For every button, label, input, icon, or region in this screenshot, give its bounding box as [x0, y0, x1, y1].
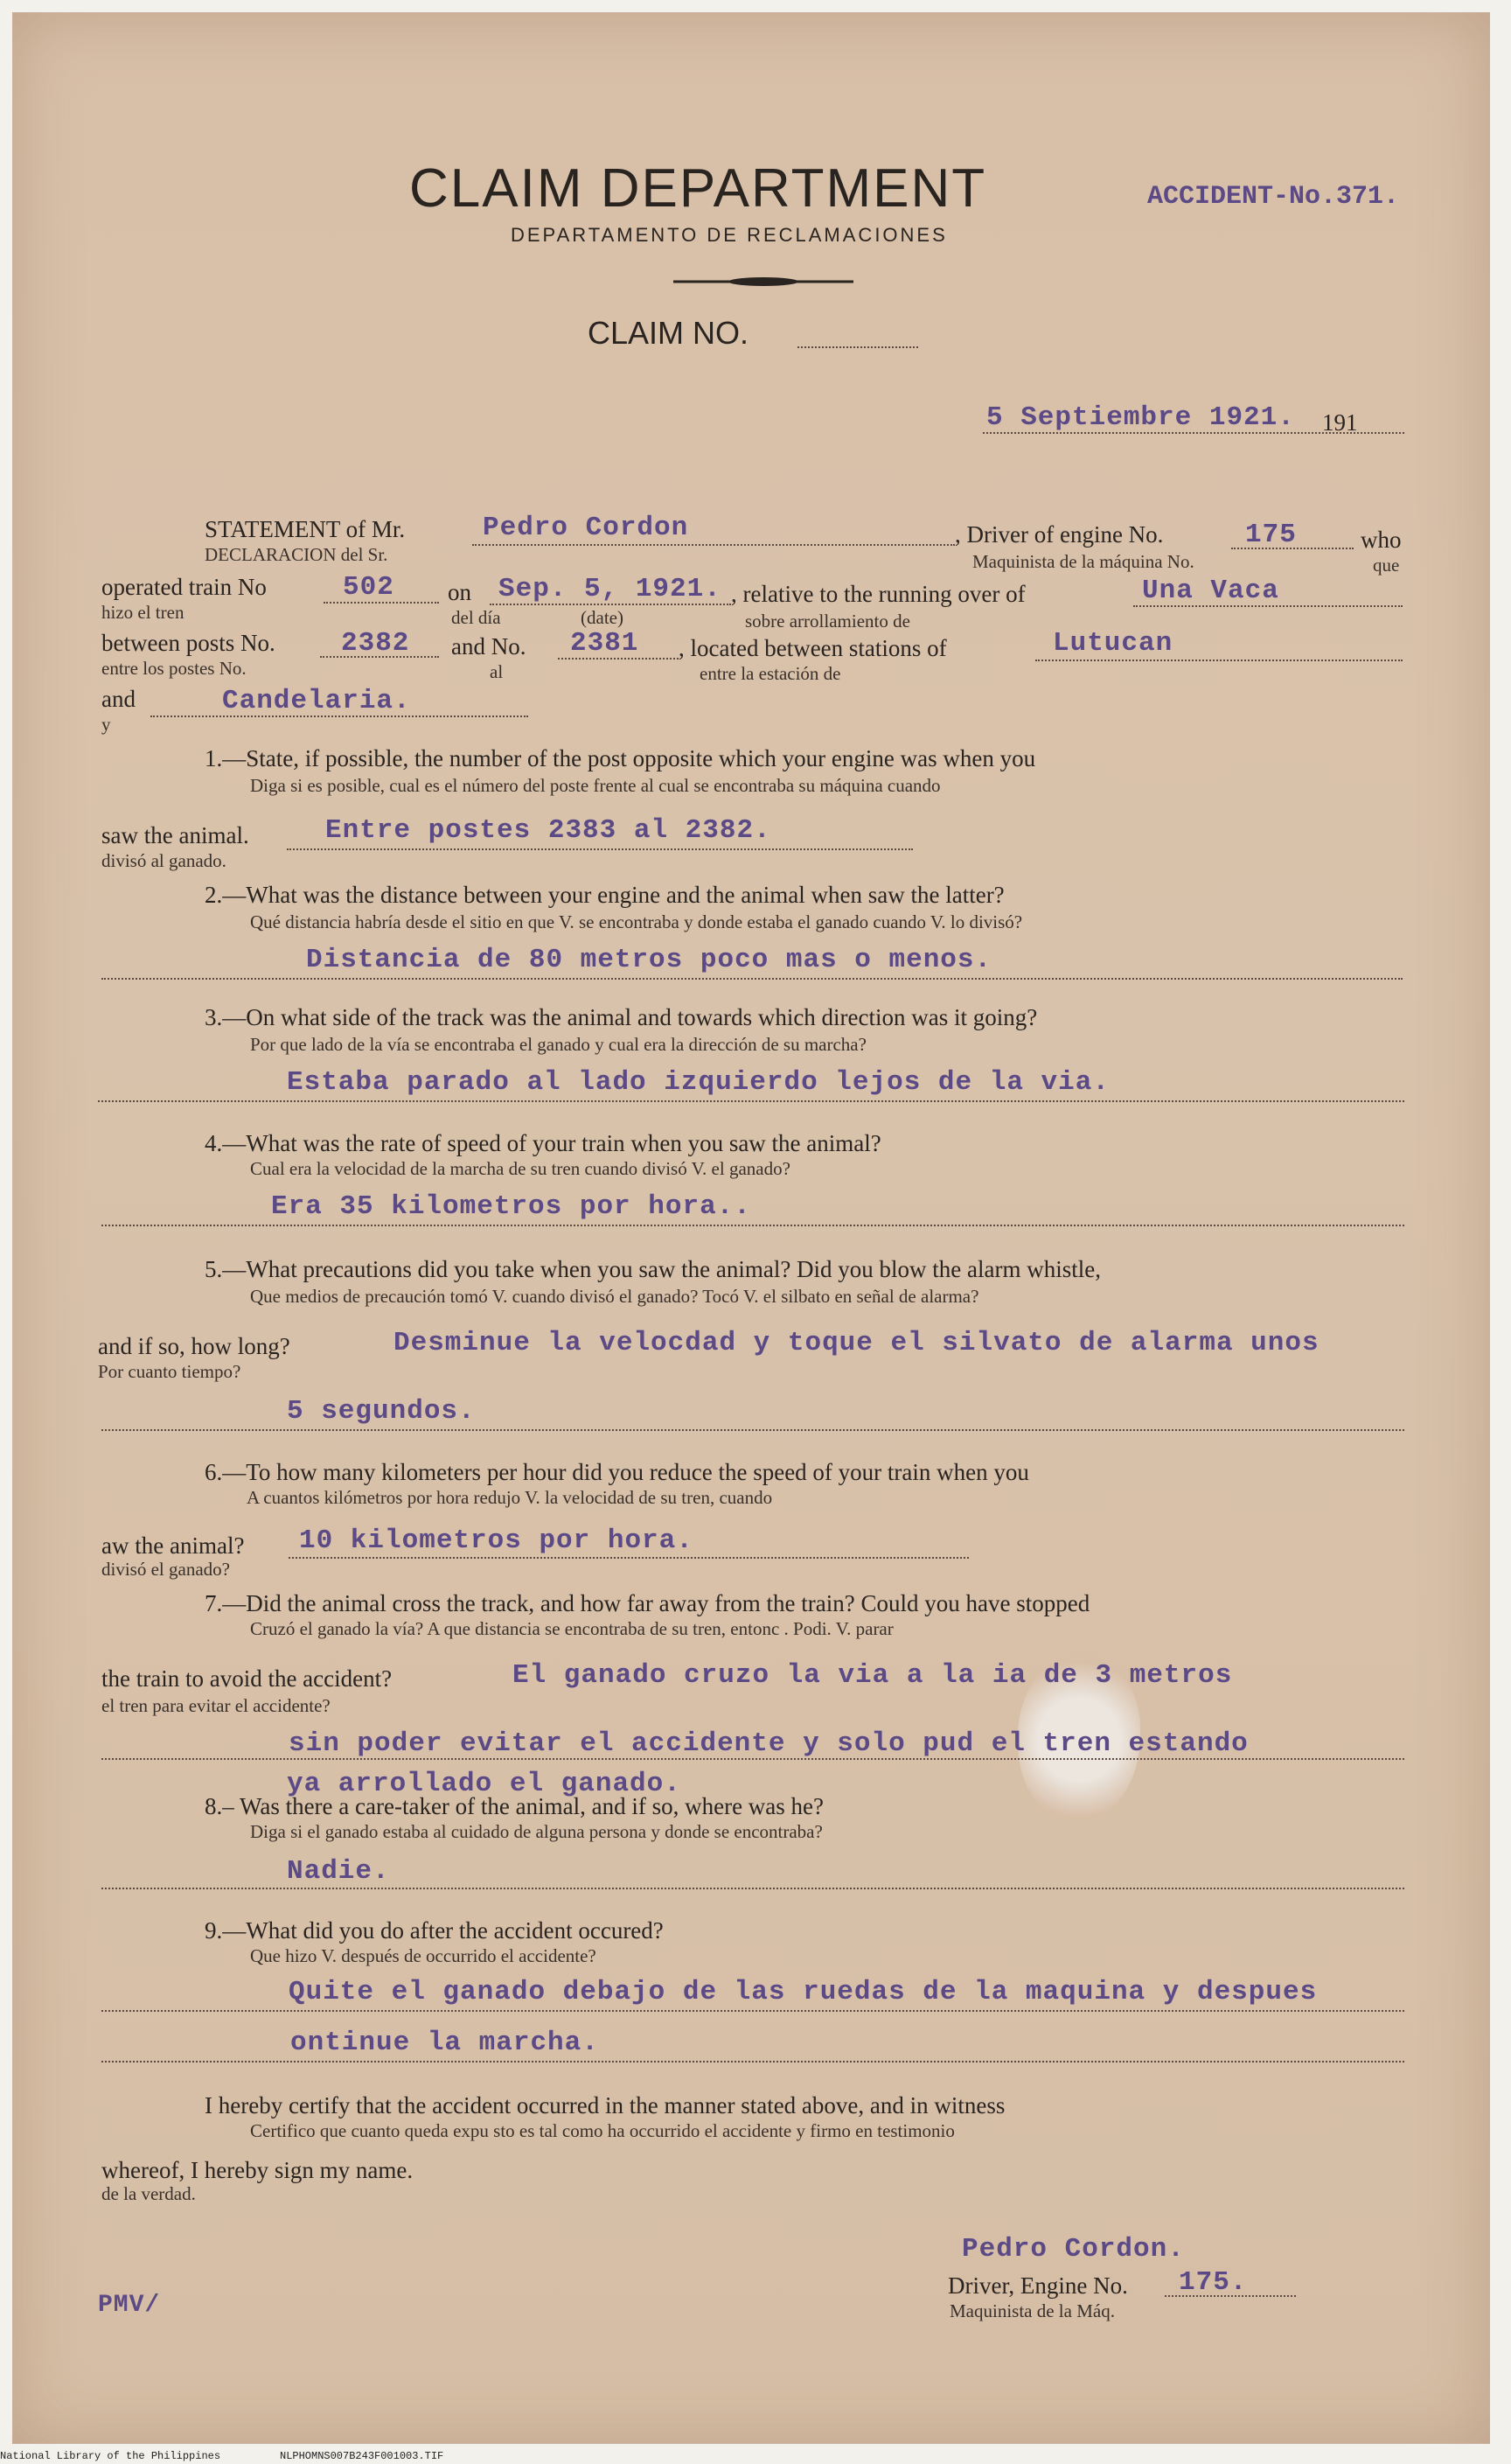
- signature-label: Driver, Engine No.: [948, 2272, 1128, 2299]
- station-b-line: [150, 715, 528, 717]
- question-1: 1.—State, if possible, the number of the post opposite which your engine was when you: [205, 745, 1036, 771]
- question-8: 8.– Was there a care-taker of the animal, and if so, where was he?: [205, 1793, 825, 1819]
- date-value: 5 Septiembre 1921.: [986, 402, 1295, 433]
- engine-line: [1231, 548, 1354, 549]
- operated-date-line: [490, 604, 731, 605]
- signature-engine-line: [1165, 2295, 1296, 2297]
- answer-2-line: [101, 978, 1403, 980]
- question-6-es: A cuantos kilómetros por hora redujo V. la velocidad de su tren, cuando: [247, 1487, 773, 1508]
- answer-5-line: [101, 1429, 1404, 1431]
- answer-9-line-b: [101, 2061, 1404, 2063]
- and-no-label: and No.: [451, 633, 526, 660]
- date-printed-year: 191: [1322, 409, 1358, 436]
- located-label: , located between stations of: [679, 635, 947, 661]
- train-number: 502: [343, 572, 394, 603]
- page-title: CLAIM DEPARTMENT: [409, 158, 987, 219]
- answer-9-line: [101, 2010, 1404, 2012]
- answer-4-line: [101, 1225, 1404, 1226]
- question-6-cont: aw the animal?: [101, 1532, 245, 1559]
- answer-8-line: [101, 1888, 1404, 1889]
- who-label-es: que: [1373, 555, 1400, 576]
- page-subtitle: DEPARTAMENTO DE RECLAMACIONES: [511, 224, 948, 246]
- answer-6-line: [289, 1557, 969, 1559]
- date-line: [983, 432, 1404, 434]
- between-label: between posts No.: [101, 630, 275, 656]
- answer-8: Nadie.: [287, 1856, 390, 1887]
- animal-name: Una Vaca: [1142, 576, 1279, 606]
- answer-5-line-2: 5 segundos.: [287, 1396, 476, 1427]
- answer-6: 10 kilometros por hora.: [299, 1525, 693, 1556]
- question-5-cont-es: Por cuanto tiempo?: [98, 1361, 241, 1382]
- certify-cont: whereof, I hereby sign my name.: [101, 2157, 414, 2183]
- answer-7-line-2: sin poder evitar el accidente y solo pud el tren estando: [289, 1728, 1249, 1759]
- statement-label-es: DECLARACION del Sr.: [205, 544, 388, 565]
- train-line: [324, 602, 439, 604]
- question-2: 2.—What was the distance between your engine and the animal when saw the latter?: [205, 882, 1005, 908]
- signature-name: Pedro Cordon.: [962, 2234, 1185, 2265]
- question-2-es: Qué distancia habría desde el sitio en que V. se encontraba y donde estaba el ganado cuando V. lo divisó?: [250, 911, 1023, 932]
- driver-engine-label: , Driver of engine No.: [955, 521, 1164, 548]
- question-9-es: Que hizo V. después de occurrido el accidente?: [250, 1945, 596, 1966]
- who-label: who: [1361, 527, 1402, 553]
- question-7-cont-es: el tren para evitar el accidente?: [101, 1695, 331, 1716]
- answer-1: Entre postes 2383 al 2382.: [325, 815, 771, 846]
- al-label: al: [490, 661, 504, 682]
- y-label: y: [101, 714, 111, 735]
- answer-9-line-2: ontinue la marcha.: [290, 2028, 599, 2058]
- question-4: 4.—What was the rate of speed of your train when you saw the animal?: [205, 1130, 881, 1156]
- question-1-es: Diga si es posible, cual es el número del poste frente al cual se encontraba su máquina cuando: [250, 775, 941, 796]
- initials: PMV/: [98, 2292, 161, 2319]
- post-b-line: [558, 658, 679, 660]
- question-1-cont-es: divisó al ganado.: [101, 850, 226, 871]
- between-label-es: entre los postes No.: [101, 658, 247, 679]
- ornament-divider: [673, 275, 853, 282]
- claim-number-field: [797, 346, 918, 348]
- answer-7-line-1: El ganado cruzo la via a la ia de 3 metros: [512, 1660, 1233, 1691]
- question-4-es: Cual era la velocidad de la marcha de su tren cuando divisó V. el ganado?: [250, 1158, 790, 1179]
- question-7-es: Cruzó el ganado la vía? A que distancia se encontraba de su tren, entonc . Podi. V. parar: [250, 1618, 894, 1639]
- answer-7-line: [101, 1758, 1404, 1760]
- question-8-es: Diga si el ganado estaba al cuidado de alguna persona y donde se encontraba?: [250, 1821, 823, 1842]
- operated-date: Sep. 5, 1921.: [498, 574, 721, 604]
- post-a: 2382: [341, 628, 410, 659]
- post-b: 2381: [570, 628, 639, 659]
- answer-4: Era 35 kilometros por hora..: [271, 1191, 751, 1222]
- claim-number-label: CLAIM NO.: [588, 315, 749, 351]
- signature-label-es: Maquinista de la Máq.: [950, 2300, 1115, 2321]
- driver-engine-label-es: Maquinista de la máquina No.: [972, 551, 1194, 572]
- question-6: 6.—To how many kilometers per hour did you reduce the speed of your train when you: [205, 1459, 1029, 1485]
- answer-5-line-1: Desminue la velocdad y toque el silvato de alarma unos: [393, 1328, 1320, 1358]
- question-5-cont: and if so, how long?: [98, 1333, 290, 1359]
- driver-name: Pedro Cordon: [483, 513, 689, 543]
- answer-1-line: [287, 848, 913, 850]
- question-5-es: Que medios de precaución tomó V. cuando divisó el ganado? Tocó V. el silbato en señal de alarma?: [250, 1286, 979, 1307]
- statement-label: STATEMENT of Mr.: [205, 516, 406, 542]
- date-hint: (date): [581, 607, 623, 628]
- answer-3-line: [98, 1100, 1404, 1102]
- station-a: Lutucan: [1053, 628, 1173, 659]
- footer-filename: NLPHOMNS007B243F001003.TIF: [280, 2450, 444, 2462]
- signature-engine-number: 175.: [1179, 2267, 1248, 2298]
- question-7: 7.—Did the animal cross the track, and how far away from the train? Could you have stopped: [205, 1590, 1090, 1616]
- question-1-cont: saw the animal.: [101, 822, 249, 848]
- accident-number: ACCIDENT-No.371.: [1147, 182, 1400, 212]
- relative-label: , relative to the running over of: [731, 581, 1026, 607]
- answer-7-line-3: ya arrollado el ganado.: [287, 1769, 681, 1799]
- footer-source: National Library of the Philippines: [0, 2450, 221, 2462]
- answer-9-line-1: Quite el ganado debajo de las ruedas de la maquina y despues: [289, 1977, 1318, 2007]
- answer-2: Distancia de 80 metros poco mas o menos.: [306, 945, 992, 975]
- document-page: [12, 12, 1490, 2444]
- question-9: 9.—What did you do after the accident occured?: [205, 1917, 664, 1944]
- and-label: and: [101, 686, 136, 712]
- certify-statement-es: Certifico que cuanto queda expu sto es tal como ha occurrido el accidente y firmo en testimonio: [250, 2120, 955, 2141]
- question-7-cont: the train to avoid the accident?: [101, 1665, 393, 1692]
- animal-line: [1133, 605, 1403, 607]
- question-5: 5.—What precautions did you take when you saw the animal? Did you blow the alarm whistle,: [205, 1256, 1101, 1282]
- date-label-es: del día: [451, 607, 501, 628]
- on-label: on: [448, 579, 471, 605]
- station-a-line: [1035, 660, 1403, 661]
- question-3-es: Por que lado de la vía se encontraba el ganado y cual era la dirección de su marcha?: [250, 1034, 867, 1055]
- station-b: Candelaria.: [222, 686, 411, 716]
- answer-3: Estaba parado al lado izquierdo lejos de la via.: [287, 1067, 1110, 1098]
- located-label-es: entre la estación de: [700, 663, 841, 684]
- question-6-cont-es: divisó el ganado?: [101, 1559, 230, 1580]
- operated-label: operated train No: [101, 574, 267, 600]
- post-a-line: [320, 656, 439, 658]
- certify-statement: I hereby certify that the accident occurred in the manner stated above, and in witness: [205, 2092, 1006, 2118]
- engine-number: 175: [1245, 520, 1297, 550]
- certify-cont-es: de la verdad.: [101, 2183, 196, 2204]
- name-line: [472, 544, 955, 546]
- question-3: 3.—On what side of the track was the animal and towards which direction was it going?: [205, 1004, 1038, 1030]
- operated-label-es: hizo el tren: [101, 602, 185, 623]
- relative-label-es: sobre arrollamiento de: [745, 611, 910, 632]
